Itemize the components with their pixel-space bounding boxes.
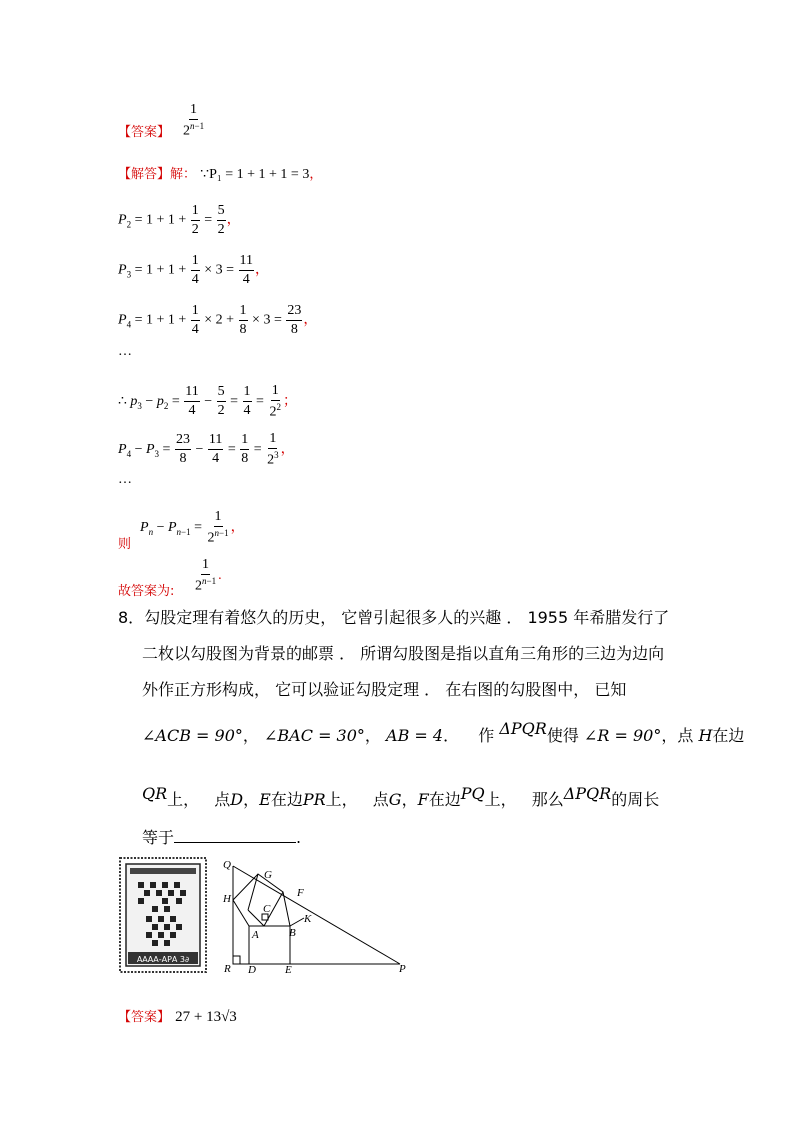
condition-ab: AB = 4 bbox=[386, 726, 444, 745]
final-fraction: $\frac{1}{2^{n-1}}$ . bbox=[195, 557, 222, 594]
label-f: F bbox=[297, 887, 304, 899]
problem8-line1 bbox=[118, 608, 669, 627]
p3-line: $P_3 = 1 + 1$ + $\frac{1}{4}$ × 3 = $\frac{11}{4}$ ， bbox=[118, 253, 270, 287]
comma: ， bbox=[309, 167, 323, 182]
label-a: A bbox=[252, 929, 259, 941]
answer-fraction: $\frac{1}{2^{n-1}}$ bbox=[183, 102, 205, 139]
comma: ， bbox=[230, 520, 245, 536]
stamp-image bbox=[120, 858, 206, 972]
word-on: 上， bbox=[484, 790, 517, 809]
label-k: K bbox=[304, 913, 312, 925]
label-c: C bbox=[263, 903, 271, 915]
comma: ， bbox=[226, 212, 241, 228]
label-q: Q bbox=[223, 859, 231, 871]
word-points: 点 bbox=[214, 790, 231, 809]
label-p: P bbox=[399, 963, 406, 975]
final-label: 故答案为: bbox=[118, 584, 175, 599]
final-answer: 27 + 13√3 bbox=[175, 1009, 237, 1025]
problem8-text-1: 勾股定理有着悠久的历史， 它曾引起很多人的兴趣 ． 1955 年希腊发行了 bbox=[144, 608, 670, 627]
condition-acb: ∠ACB = 90° bbox=[142, 726, 243, 745]
word-on: 上， bbox=[167, 790, 200, 809]
triangle-pqr: ΔPQR bbox=[563, 784, 612, 803]
solution-label: 【解答】 bbox=[118, 167, 171, 182]
answer-blank bbox=[174, 828, 296, 843]
word-make: 作 bbox=[478, 726, 495, 745]
diff-p4-p3-line: $P_4 - P_3$ = $\frac{23}{8}$ − $\frac{11}{4}$ = $\frac{1}{8}$ = $\frac{1}{2^3}$ ， bbox=[118, 431, 295, 468]
problem-number: 8． bbox=[118, 608, 145, 627]
comma: ， bbox=[303, 312, 318, 328]
word-such: 使得 bbox=[546, 726, 579, 745]
label-g: G bbox=[264, 869, 272, 881]
then-label: 则 bbox=[118, 537, 132, 552]
word-points: 点 bbox=[372, 790, 389, 809]
problem8-line6: 等于 . bbox=[142, 828, 302, 847]
period: . bbox=[218, 568, 222, 584]
point-g: G bbox=[388, 790, 402, 809]
label-d: D bbox=[248, 964, 256, 976]
word-equals: 等于 bbox=[142, 828, 175, 847]
stamp-text: ΑΑΑΑ-ΑΡΑ 3∂ bbox=[136, 955, 190, 964]
p4-line: $P_4 = 1 + 1$ + $\frac{1}{4}$ × 2 + $\frac{1}{8}$ × 3 = $\frac{23}{8}$ ， bbox=[118, 303, 318, 337]
label-h: H bbox=[223, 893, 231, 905]
label-r: R bbox=[224, 963, 231, 975]
side-pq: PQ bbox=[460, 784, 485, 803]
condition-bac: ∠BAC = 30° bbox=[264, 726, 365, 745]
solution-intro: 解： bbox=[170, 167, 197, 182]
comma: ， bbox=[280, 442, 295, 458]
problem8-conditions: ∠ACB = 90°， ∠BAC = 30°， AB = 4． 作 ΔPQR使得 ∠R = 90°，点 H在边 bbox=[142, 719, 745, 745]
triangle-pqr: ΔPQR bbox=[499, 719, 547, 738]
final-answer-line bbox=[118, 1006, 237, 1026]
semicolon: ； bbox=[282, 394, 297, 410]
word-on: 上， bbox=[325, 790, 358, 809]
word-then: 那么 bbox=[531, 790, 564, 809]
word-perimeter: 的周长 bbox=[611, 790, 660, 809]
ellipsis-1: … bbox=[118, 344, 132, 359]
pythagoras-figure bbox=[118, 852, 418, 982]
point-h: H bbox=[698, 726, 713, 745]
answer-label: 【答案】 bbox=[118, 1010, 171, 1025]
label-e: E bbox=[285, 964, 292, 976]
point-f: F bbox=[417, 790, 429, 809]
word-on-side: 在边 bbox=[428, 790, 461, 809]
point-e: E bbox=[259, 790, 271, 809]
side-qr: QR bbox=[142, 784, 168, 803]
ellipsis-2: … bbox=[118, 472, 132, 487]
answer-label: 【答案】 bbox=[118, 125, 171, 140]
general-line: $P_n - P_{n-1}$ = $\frac{1}{2^{n-1}}$ ， bbox=[140, 509, 245, 546]
diff-p3-p2-line: ∴ $p_3 - p_2$ = $\frac{11}{4}$ − $\frac{5}{2}$ = $\frac{1}{4}$ = $\frac{1}{2^2}$ ； bbox=[118, 383, 297, 420]
p1-expression: ∵P₁ = 1 + 1 + 1 = 3 bbox=[200, 167, 310, 182]
point-d: D bbox=[230, 790, 244, 809]
comma: ， bbox=[255, 262, 270, 278]
problem8-line5: QR上， 点D，E在边PR上， 点G，F在边PQ上， 那么ΔPQR的周长 bbox=[142, 784, 660, 809]
solution-line bbox=[118, 163, 322, 183]
word-on-side: 在边 bbox=[270, 790, 303, 809]
p2-line: $P_2 = 1 + 1$ + $\frac{1}{2}$ = $\frac{5}{2}$ ， bbox=[118, 203, 241, 237]
word-point: 点 bbox=[677, 726, 694, 745]
word-on-side: 在边 bbox=[712, 726, 745, 745]
problem8-line3: 外作正方形构成， 它可以验证勾股定理 ． 在右图的勾股图中， 已知 bbox=[142, 680, 627, 699]
side-pr: PR bbox=[302, 790, 326, 809]
condition-r: ∠R = 90° bbox=[583, 726, 662, 745]
label-b: B bbox=[289, 927, 296, 939]
problem8-line2: 二枚以勾股图为背景的邮票 ． 所谓勾股图是指以直角三角形的三边为边向 bbox=[142, 644, 665, 663]
